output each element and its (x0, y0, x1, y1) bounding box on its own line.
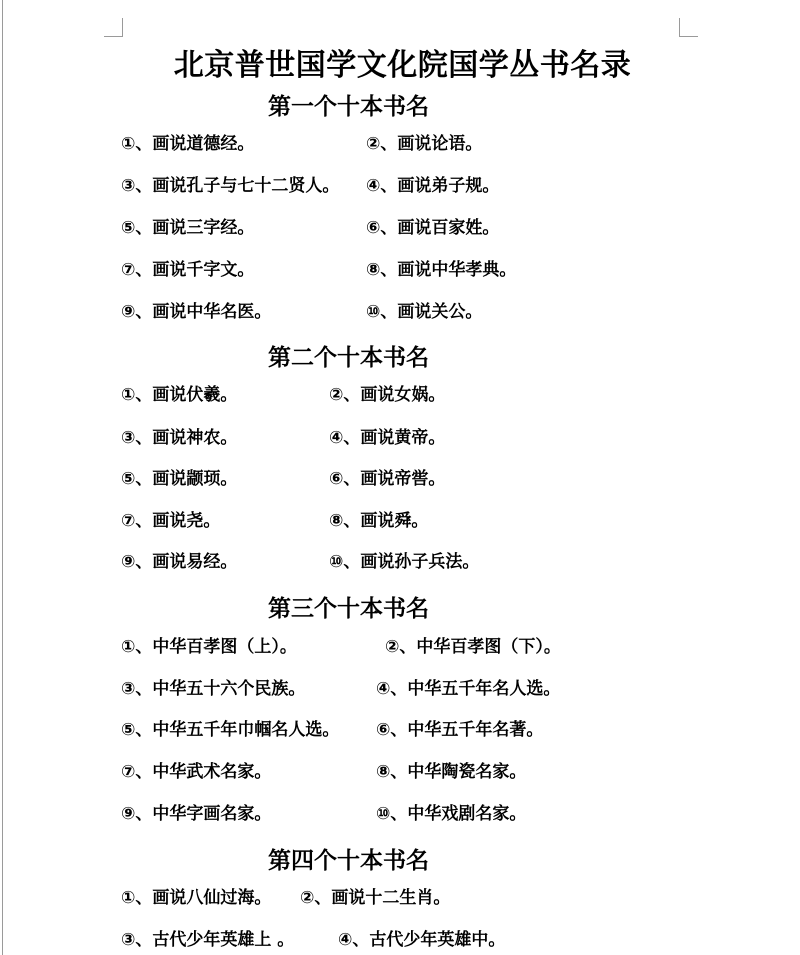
book-item: ⑩、画说关公。 (366, 302, 483, 322)
book-item: ⑦、画说尧。 (121, 511, 221, 531)
section-heading-4: 第四个十本书名 (268, 848, 429, 874)
book-item: ⑧、画说舜。 (329, 511, 429, 531)
book-item: ⑧、画说中华孝典。 (366, 260, 517, 280)
book-item: ①、画说道德经。 (121, 134, 255, 154)
book-item: ④、古代少年英雄中。 (338, 930, 506, 950)
book-item: ⑧、中华陶瓷名家。 (376, 762, 527, 782)
book-item: ③、画说神农。 (121, 428, 238, 448)
margin-corner-mark-right (679, 18, 698, 37)
document-title: 北京普世国学文化院国学丛书名录 (173, 48, 632, 83)
section-heading-3: 第三个十本书名 (268, 596, 429, 622)
book-item: ④、中华五千年名人选。 (376, 679, 561, 699)
book-item: ①、中华百孝图（上）。 (121, 637, 297, 657)
book-item: ⑤、画说颛顼。 (121, 469, 238, 489)
book-item: ③、古代少年英雄上 。 (121, 930, 295, 950)
page-edge-line (2, 0, 3, 955)
book-item: ⑩、画说孙子兵法。 (329, 552, 480, 572)
book-item: ⑨、画说中华名医。 (121, 302, 272, 322)
book-item: ②、画说女娲。 (329, 385, 446, 405)
section-heading-2: 第二个十本书名 (268, 345, 429, 371)
book-item: ①、画说八仙过海。 (121, 888, 272, 908)
book-item: ②、画说十二生肖。 (300, 888, 451, 908)
book-item: ⑦、画说千字文。 (121, 260, 255, 280)
book-item: ⑥、中华五千年名著。 (376, 720, 544, 740)
book-item: ③、中华五十六个民族。 (121, 679, 306, 699)
book-item: ⑦、中华武术名家。 (121, 762, 272, 782)
section-heading-1: 第一个十本书名 (268, 94, 429, 120)
book-item: ⑨、画说易经。 (121, 552, 238, 572)
book-item: ②、中华百孝图（下）。 (385, 637, 561, 657)
book-item: ⑤、画说三字经。 (121, 218, 255, 238)
book-item: ④、画说黄帝。 (329, 428, 446, 448)
book-item: ⑤、中华五千年巾帼名人选。 (121, 720, 340, 740)
book-item: ⑩、中华戏剧名家。 (376, 804, 527, 824)
book-item: ⑥、画说帝喾。 (329, 469, 446, 489)
book-item: ②、画说论语。 (366, 134, 483, 154)
book-item: ⑥、画说百家姓。 (366, 218, 500, 238)
book-item: ③、画说孔子与七十二贤人。 (121, 176, 340, 196)
margin-corner-mark-left (104, 18, 123, 37)
book-item: ④、画说弟子规。 (366, 176, 500, 196)
book-item: ①、画说伏羲。 (121, 385, 238, 405)
book-item: ⑨、中华字画名家。 (121, 804, 272, 824)
